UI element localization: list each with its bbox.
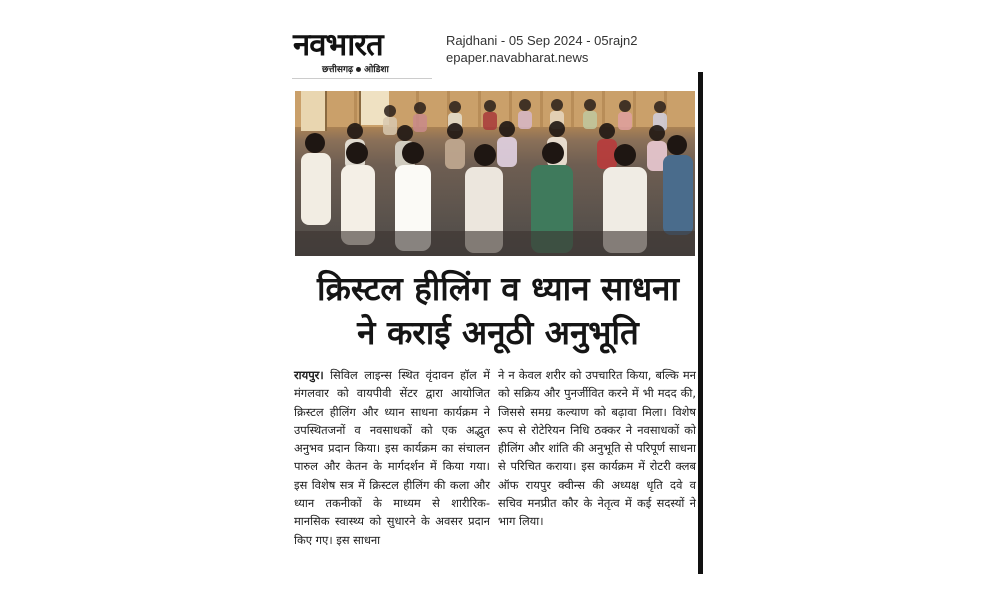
newspaper-clipping	[288, 22, 708, 574]
region-odisha: ओडिशा	[364, 65, 389, 75]
masthead	[288, 22, 708, 80]
edition-line: Rajdhani - 05 Sep 2024 - 05rajn2	[446, 33, 638, 48]
bullet-dot-icon	[356, 67, 361, 72]
photo-people-illustration	[295, 91, 695, 256]
newspaper-logo: नवभारत	[293, 27, 383, 63]
epaper-site: epaper.navabharat.news	[446, 50, 589, 65]
article-dateline: रायपुर।	[294, 368, 324, 382]
region-chhattisgarh: छत्तीसगढ़	[322, 65, 354, 75]
article-column-2: ने न केवल शरीर को उपचारित किया, बल्कि मन को सक्रिय और पुनर्जीवित करने में भी मदद की, जिससे समग्र कल्याण को बढ़ावा मिला। विशेष रूप से रोटेरियन निधि ठक्कर ने नवसाधकों को हीलिंग और शांति की अनुभूति से परिपूर्ण साधना से परिचित कराया। इस कार्यक्रम में रोटरी क्लब ऑफ रायपुर क्वीन्स की अध्यक्ष धृति दवे व सचिव मनप्रीत कौर के नेतृत्व में कई सदस्यों ने भाग लिया।	[498, 368, 696, 529]
logo-divider	[292, 78, 432, 79]
headline-line-2: ने कराई अनूठी अनुभूति	[357, 313, 639, 352]
article-column-1-text: सिविल लाइन्स स्थित वृंदावन हॉल में मंगलवार को वायपीवी सेंटर द्वारा आयोजित क्रिस्टल हीलिंग और ध्यान साधना कार्यक्रम ने उपस्थितजनों व नवसाधकों को एक अद्भुत अनुभव प्रदान किया। इस कार्यक्रम का संचालन पारुल और केतन के मार्गदर्शन में किया गया। इस विशेष सत्र में क्रिस्टल हीलिंग की कला और ध्यान तकनीकों के माध्यम से शारीरिक- मानसिक स्वास्थ्य को सुधारने के अवसर प्रदान किए गए। इस साधना	[294, 368, 490, 547]
group-meditation-photo	[295, 91, 695, 256]
headline-line-1: क्रिस्टल हीलिंग व ध्यान साधना	[316, 269, 680, 308]
article-column-1	[294, 366, 490, 549]
logo-regions	[322, 62, 389, 75]
